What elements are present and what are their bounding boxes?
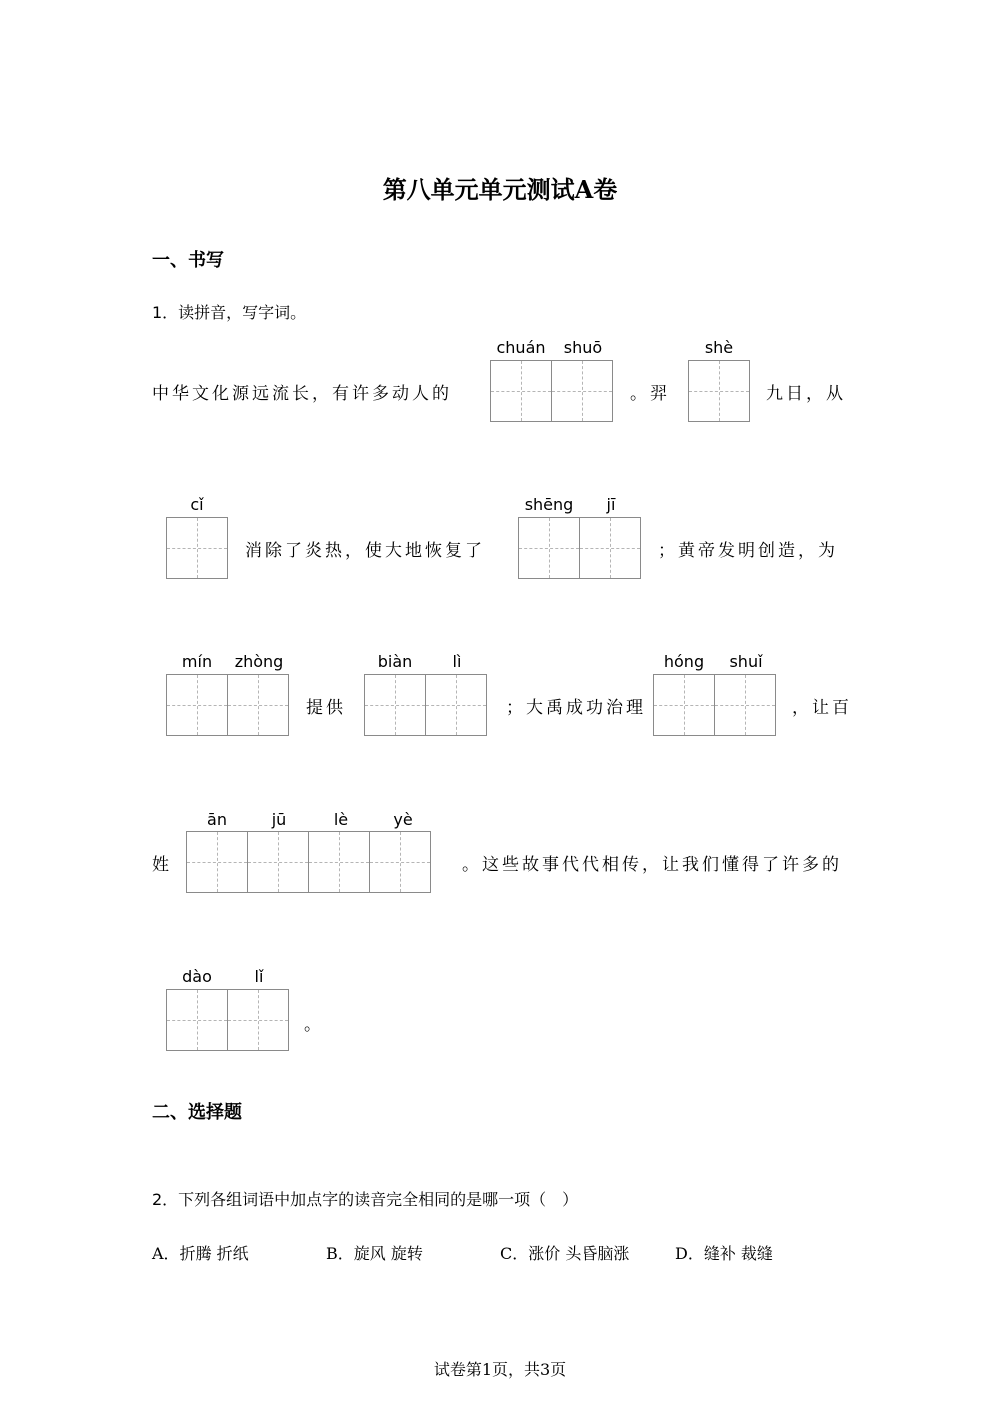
line4-text-2: 。这些故事代代相传，让我们懂得了许多的 [462,855,842,875]
option-d[interactable] [675,1241,773,1264]
option-c[interactable] [500,1241,629,1264]
question-1-prompt: 1．读拼音，写字词。 [152,303,307,322]
pinyin-shuo: shuō [563,338,603,357]
line3-text-2: ；大禹成功治理 [506,698,646,718]
pinyin-zhong: zhòng [234,652,284,671]
writing-cell[interactable] [166,674,228,736]
writing-cell[interactable] [425,674,487,736]
pinyin-ci: cǐ [190,495,204,514]
pinyin-min: mín [181,652,213,671]
line4-text-1: 姓 [152,855,172,875]
pinyin-bian: biàn [377,652,413,671]
pinyin-ji: jī [606,495,616,514]
question-2-prompt: 2．下列各组词语中加点字的读音完全相同的是哪一项（ ） [152,1190,579,1209]
answer-boxes-she[interactable] [688,360,749,422]
writing-cell[interactable] [688,360,750,422]
writing-cell[interactable] [490,360,552,422]
option-b-label: B． [326,1244,354,1263]
writing-cell[interactable] [227,989,289,1051]
option-a[interactable] [152,1241,249,1264]
writing-cell[interactable] [579,517,641,579]
option-c-text: 涨价 头昏脑涨 [528,1244,630,1263]
line3-text-1: 提供 [306,698,346,718]
answer-boxes-shengji[interactable] [518,517,640,579]
option-b-text: 旋风 旋转 [353,1244,423,1263]
page-footer: 试卷第1页，共3页 [433,1360,567,1379]
option-c-label: C． [500,1244,529,1263]
section-choice-heading: 二、选择题 [152,1102,242,1123]
pinyin-an: ān [207,810,227,829]
option-a-label: A． [152,1244,180,1263]
option-a-text: 折腾 折纸 [179,1244,249,1263]
pinyin-she: shè [704,338,734,357]
line2-text-1: 消除了炎热，使大地恢复了 [245,541,485,561]
writing-cell[interactable] [186,831,248,893]
pinyin-dao: dào [182,967,212,986]
pinyin-ju: jū [271,810,287,829]
option-b[interactable] [326,1241,423,1264]
option-d-label: D． [675,1244,704,1263]
writing-cell[interactable] [308,831,370,893]
answer-boxes-ci[interactable] [166,517,227,579]
pinyin-chuan: chuán [496,338,546,357]
pinyin-sheng: shēng [524,495,574,514]
answer-boxes-chuanshuo[interactable] [490,360,612,422]
answer-boxes-anjuleye[interactable] [186,831,430,893]
writing-cell[interactable] [518,517,580,579]
pinyin-le: lè [333,810,349,829]
writing-cell[interactable] [551,360,613,422]
pinyin-shui: shuǐ [729,652,763,671]
line1-text-3: 九日，从 [766,384,846,404]
line5-text-1: 。 [304,1015,324,1035]
line1-text-1: 中华文化源远流长，有许多动人的 [152,384,452,404]
answer-boxes-hongshui[interactable] [653,674,775,736]
option-d-text: 缝补 裁缝 [703,1244,773,1263]
line3-text-3: ，让百 [792,698,852,718]
writing-cell[interactable] [369,831,431,893]
writing-cell[interactable] [714,674,776,736]
pinyin-li2: lǐ [254,967,264,986]
pinyin-li: lì [452,652,462,671]
section-writing-heading: 一、书写 [152,250,224,271]
line1-text-2: 。羿 [630,384,670,404]
pinyin-ye: yè [393,810,413,829]
answer-boxes-daoli[interactable] [166,989,288,1051]
writing-cell[interactable] [364,674,426,736]
writing-cell[interactable] [247,831,309,893]
line2-text-2: ；黄帝发明创造，为 [658,541,838,561]
writing-cell[interactable] [653,674,715,736]
writing-cell[interactable] [166,517,228,579]
answer-boxes-bianli[interactable] [364,674,486,736]
writing-cell[interactable] [227,674,289,736]
answer-boxes-minzhong[interactable] [166,674,288,736]
pinyin-hong: hóng [663,652,705,671]
writing-cell[interactable] [166,989,228,1051]
page-title: 第八单元单元测试A卷 [382,175,618,204]
